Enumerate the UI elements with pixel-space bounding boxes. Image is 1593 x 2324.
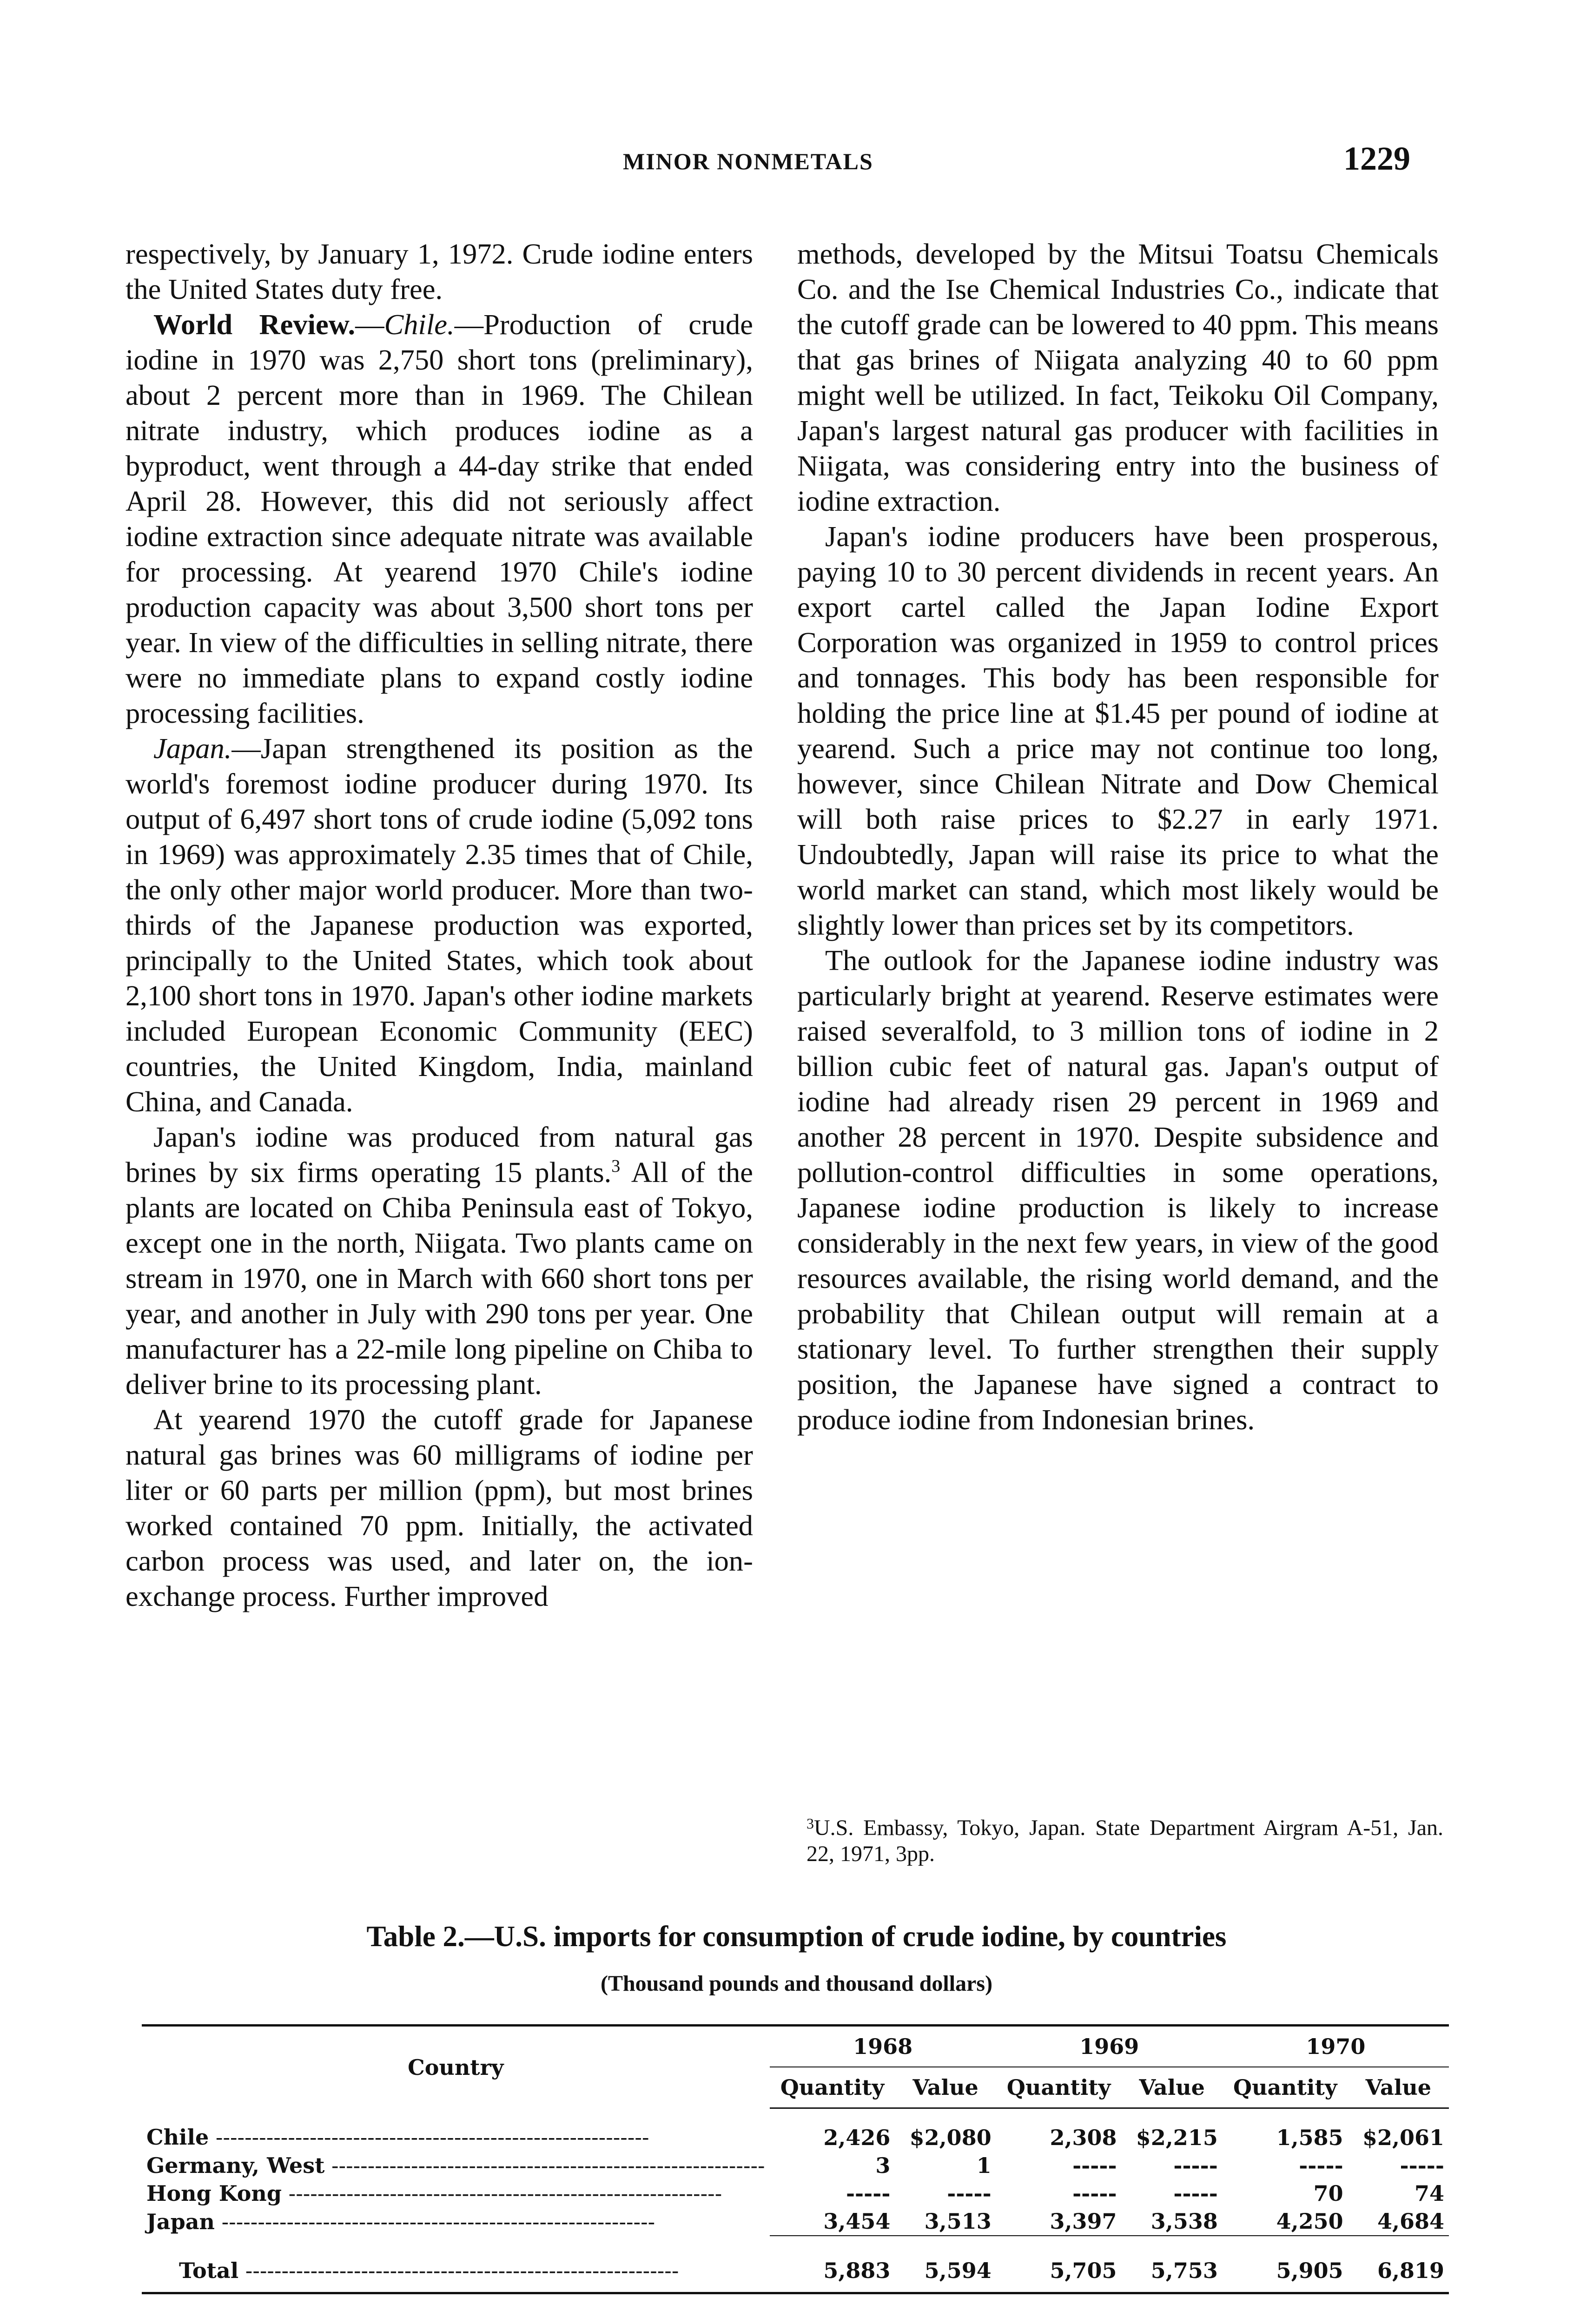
total-cell: 5,883 [770,2236,895,2293]
footnote-text: U.S. Embassy, Tokyo, Japan. State Department Airgram A-51, Jan. 22, 1971, 3pp. [806,1816,1443,1866]
table-cell: ----- [1173,2181,1218,2206]
imports-table [142,2024,1449,2294]
paragraph-outlook: The outlook for the Japanese iodine industry was particularly bright at yearend. Reserve estimates were raised severalfold, to 3 million tons of iodine in 2 billion cubic feet of natural gas. Japan's output of iodine had already risen 29 percent in 1969 and another 28 percent in 1970. Despite subsidence and pollution-control difficulties in some operations, Japanese iodine production is likely to increase considerably in the next few years, in view of the good resources available, the rising world demand, and the probability that Chilean output will remain at a stationary level. To further strengthen their supply position, the Japanese have signed a contract to produce iodine from Indonesian brines. [797,944,1439,1436]
total-cell: 5,705 [996,2236,1122,2293]
row-country: Germany, West ----- [142,2152,770,2179]
table-cell: $2,215 [1136,2125,1218,2150]
year-header-1970: 1970 [1223,2026,1449,2067]
table-cell: 3 [875,2153,891,2178]
quantity-header: Quantity [1223,2067,1348,2108]
table-cell: 3,397 [1050,2209,1117,2234]
table-cell: ----- [1173,2153,1218,2178]
table-cell: 2,308 [1050,2125,1117,2150]
table-subtitle: (Thousand pounds and thousand dollars) [600,1971,993,1996]
heading-dash: — [355,308,384,341]
year-header-1969: 1969 [996,2026,1223,2067]
chile-text: —Production of crude iodine in 1970 was 2,750 short tons (preliminary), about 2 percent more than in 1969. The Chilean nitrate industry, which produces iodine as a byproduct, went through a 44-day strike that ended April 28. However, this did not seriously affect iodine extraction since adequate nitrate was available for processing. At yearend 1970 Chile's iodine production capacity was about 3,500 short tons per year. In view of the difficulties in selling nitrate, there were no immediate plans to expand costly iodine processing facilities. [126,308,753,729]
chile-subheading: Chile. [384,308,455,341]
japan-text: —Japan strengthened its position as the world's foremost iodine producer during 1970. Its output of 6,497 short tons of crude iodine (5,092 tons in 1969) was approximately 2.35 times that of Chile, the only other major world producer. More than two-thirds of the Japanese production was exported, principally to the United States, which took about 2,100 short tons in 1970. Japan's other iodine markets included European Economic Community (EEC) countries, the United Kingdom, India, mainland China, and Canada. [126,732,753,1118]
running-head: MINOR NONMETALS [623,148,873,174]
japan-subheading: Japan. [153,732,232,765]
value-header: Value [895,2067,996,2108]
footnote-reference: 3 [611,1156,621,1176]
table-cell: 3,538 [1150,2209,1218,2234]
value-header: Value [1348,2067,1449,2108]
country-column-header: Country [408,2054,504,2080]
paragraph-duty-free: respectively, by January 1, 1972. Crude iodine enters the United States duty free. [126,238,753,305]
brines-text: Japan's iodine was produced from natural gas brines by six firms operating 15 plants. [126,1121,753,1188]
table-row [142,2152,1449,2179]
table-cell: $2,080 [909,2125,991,2150]
total-cell: 5,594 [895,2236,996,2293]
paragraph-producers: Japan's iodine producers have been prosperous, paying 10 to 30 percent dividends in recent years. An export cartel called the Japan Iodine Export Corporation was organized in 1959 to control prices and tonnages. This body has been responsible for holding the price line at $1.45 per pound of iodine at yearend. Such a price may not continue too long, however, since Chilean Nitrate and Dow Chemical will both raise prices to $2.27 in early 1971. Undoubtedly, Japan will raise its price to what the world market can stand, which most likely would be slightly lower than prices set by its competitors. [797,520,1439,941]
table-row [142,2207,1449,2236]
table-cell: 70 [1313,2181,1343,2206]
table-cell: ----- [947,2181,991,2206]
quantity-header: Quantity [996,2067,1122,2108]
table-cell: ----- [846,2181,891,2206]
year-header-1968: 1968 [770,2026,996,2067]
table-title: Table 2.—U.S. imports for consumption of crude iodine, by countries [366,1920,1227,1953]
table-row [142,2179,1449,2207]
paragraph-cutoff-grade: At yearend 1970 the cutoff grade for Japanese natural gas brines was 60 milligrams of iodine per liter or 60 parts per million (ppm), but most brines worked contained 70 ppm. Initially, the activated carbon process was used, and later on, the ion-exchange process. Further improved [126,1403,753,1612]
table-cell: ----- [1400,2153,1444,2178]
right-column [797,236,1439,1437]
table-cell: 2,426 [823,2125,891,2150]
footnote [806,1815,1443,1867]
total-cell: 5,905 [1223,2236,1348,2293]
page-number: 1229 [1343,140,1410,177]
row-country: Hong Kong ----- [142,2179,770,2207]
quantity-header: Quantity [770,2067,895,2108]
table-cell: ----- [1299,2153,1343,2178]
row-country: Chile ----- [142,2108,770,2152]
brines-text-continued: All of the plants are located on Chiba Peninsula east of Tokyo, except one in the north, Niigata. Two plants came on stream in 1970, one in March with 660 short tons per year, and another in July with 290 tons per year. One manufacturer has a 22-mile long pipeline on Chiba to deliver brine to its processing plant. [126,1156,754,1400]
world-review-heading: World Review. [153,308,356,341]
total-cell: 6,819 [1348,2236,1449,2293]
table-total-row [142,2236,1449,2293]
paragraph-methods: methods, developed by the Mitsui Toatsu Chemicals Co. and the Ise Chemical Industries Co., indicate that the cutoff grade can be lowered to 40 ppm. This means that gas brines of Niigata analyzing 40 to 60 ppm might well be utilized. In fact, Teikoku Oil Company, Japan's largest natural gas producer with facilities in Niigata, was considering entry into the business of iodine extraction. [797,238,1439,517]
table-cell: 4,250 [1276,2209,1343,2234]
paragraph-chile [126,307,753,731]
table-year-header-row [142,2026,1449,2067]
table-cell: 74 [1414,2181,1444,2206]
table-cell: 3,513 [924,2209,991,2234]
table-cell: 1 [976,2153,991,2178]
table-cell: ----- [1072,2181,1117,2206]
total-label: Total ----- [142,2236,770,2293]
paragraph-japan [126,731,753,1119]
value-header: Value [1122,2067,1223,2108]
table-cell: 4,684 [1377,2209,1444,2234]
total-cell: 5,753 [1122,2236,1223,2293]
table-row [142,2108,1449,2152]
table-cell: ----- [1072,2153,1117,2178]
footnote-marker: 3 [806,1815,814,1832]
row-country: Japan ----- [142,2207,770,2236]
table-cell: 3,454 [823,2209,891,2234]
table-cell: 1,585 [1276,2125,1343,2150]
table-cell: $2,061 [1362,2125,1444,2150]
paragraph-brines [126,1119,753,1402]
left-column [126,236,753,1614]
